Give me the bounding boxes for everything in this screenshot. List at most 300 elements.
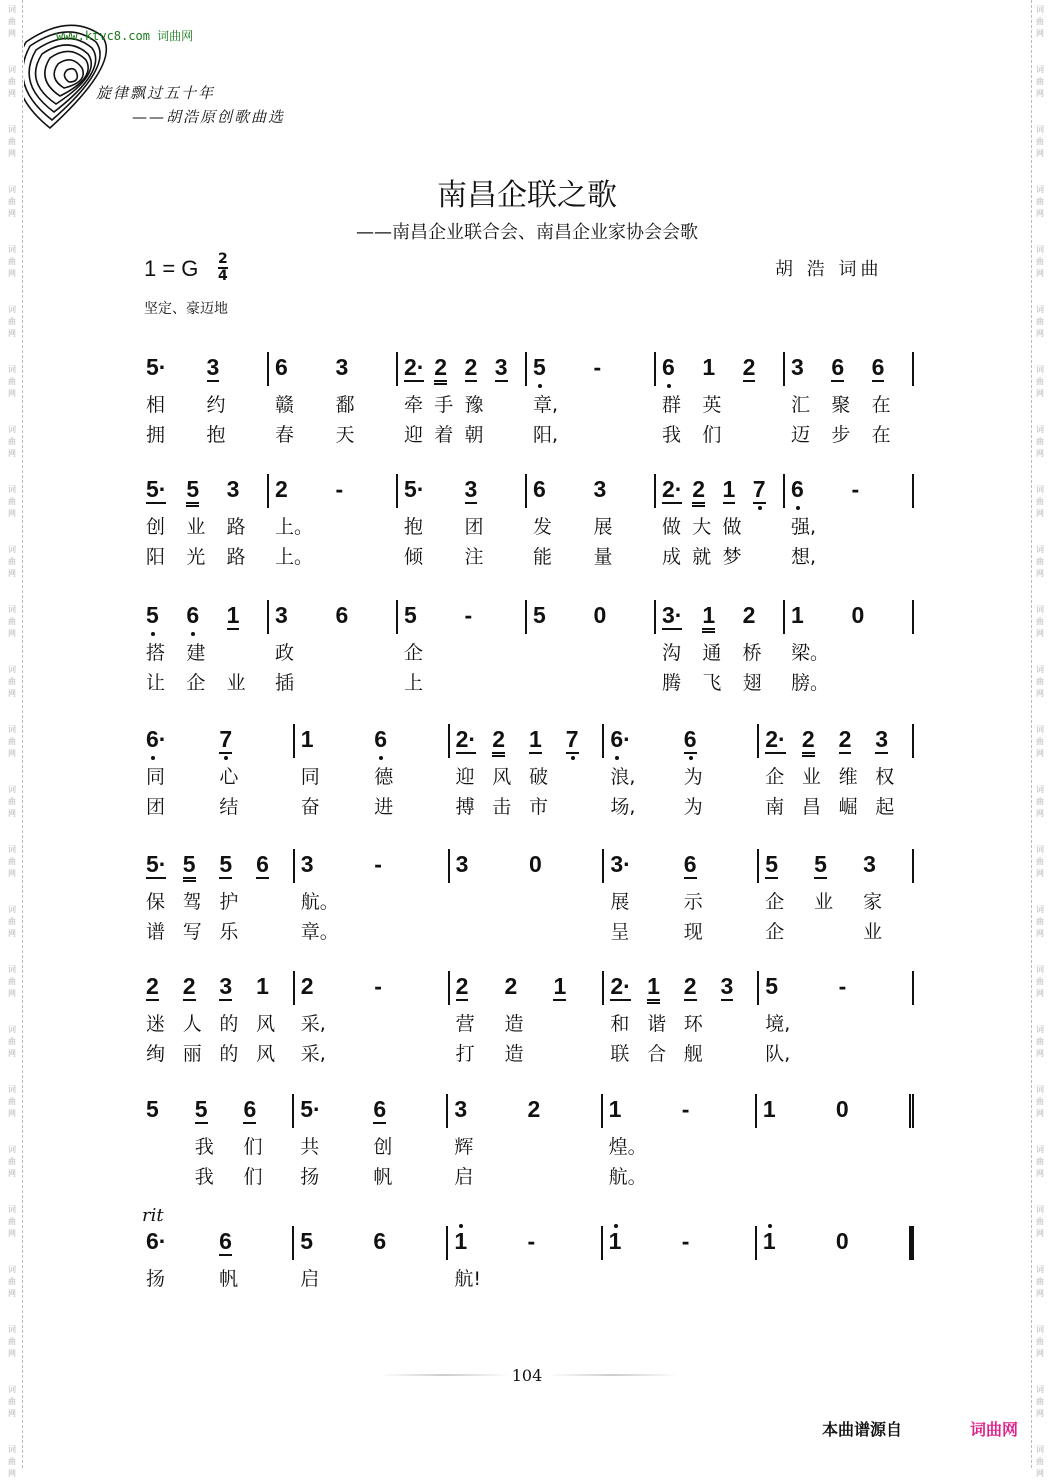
note: 6· (146, 1228, 167, 1254)
note: - (593, 354, 602, 380)
measure (785, 600, 914, 694)
beat-column (256, 971, 293, 1065)
note: 7 (565, 726, 579, 752)
lyric-verse-1: 建 (186, 642, 206, 664)
beat-column (275, 474, 336, 568)
note: 7 (752, 476, 766, 502)
lyric-verse-1: 和 (610, 1013, 630, 1035)
lyric-verse-2: 呈 (610, 921, 630, 943)
measure (269, 352, 398, 446)
lyric-verse-2: 我 (194, 1166, 214, 1188)
lyric-verse-1: 我 (194, 1136, 214, 1158)
note: - (838, 973, 847, 999)
lyric-verse-2: 打 (455, 1043, 475, 1065)
note: 5 (146, 602, 159, 628)
beat-column (801, 724, 839, 818)
tempo-marking: 坚定、豪迈地 (144, 301, 228, 317)
lyric-verse-1: 示 (683, 891, 703, 913)
watermark-text: 词 曲 网 (8, 1385, 16, 1418)
watermark-text: 词 曲 网 (1036, 1445, 1044, 1478)
author-credit: 胡 浩 词曲 (775, 259, 883, 280)
beat-column (722, 474, 753, 568)
measure (140, 474, 269, 568)
lyric-verse-1: 上。 (275, 516, 314, 538)
note: - (374, 851, 382, 877)
lyric-verse-2: 乐 (219, 921, 239, 943)
note: 3 (720, 973, 734, 999)
beat-column (533, 474, 594, 568)
watermark-text: 词 曲 网 (1036, 1145, 1044, 1178)
lyric-verse-1: 为 (683, 766, 703, 788)
watermark-text: 词 曲 网 (8, 1445, 16, 1478)
note: 6 (335, 602, 349, 628)
page-number: 104 (511, 1366, 543, 1385)
lyric-verse-2: 帆 (373, 1166, 393, 1188)
measure (294, 1226, 448, 1290)
watermark-text: 词 曲 网 (8, 65, 16, 98)
beat-column (226, 600, 267, 694)
lyric-verse-2: 奋 (300, 796, 320, 818)
lyric-verse-2: 迎 (404, 424, 424, 446)
lyric-verse-2: 丽 (182, 1043, 202, 1065)
measure (269, 474, 398, 568)
note: 0 (529, 851, 542, 877)
note: 2· (610, 973, 631, 999)
measure (140, 849, 295, 943)
note: 2· (662, 476, 683, 502)
measure (450, 849, 605, 883)
note: 3 (454, 1096, 468, 1122)
note: 6 (871, 354, 885, 380)
beat-column (528, 1226, 601, 1260)
beat-column (275, 352, 336, 446)
beat-column (831, 352, 871, 446)
beat-column (662, 600, 702, 694)
note: 3 (300, 851, 314, 877)
note: 2 (692, 476, 705, 507)
beat-column (702, 600, 742, 694)
lyric-verse-1: 企 (765, 766, 785, 788)
beat-column (146, 971, 183, 1065)
lyric-verse-1: 家 (863, 891, 883, 913)
note: 3· (662, 602, 683, 628)
lyric-verse-1: 做 (662, 516, 682, 538)
beat-column (791, 352, 831, 446)
lyric-verse-1: 发 (533, 516, 553, 538)
lyric-verse-2: 采, (300, 1043, 326, 1065)
beat-column (533, 600, 594, 634)
measure (294, 1094, 448, 1188)
note: 5 (183, 851, 196, 882)
lyric-verse-1: 企 (404, 642, 424, 664)
note: 5 (533, 354, 546, 380)
note: 3 (464, 476, 478, 502)
note: 3 (206, 354, 220, 380)
lyric-verse-1: 护 (219, 891, 239, 913)
score-system (140, 849, 914, 943)
measure (527, 352, 656, 446)
watermark-text: 词 曲 网 (8, 1085, 16, 1118)
lyric-verse-1: 浪, (610, 766, 636, 788)
measure (603, 1226, 757, 1260)
beat-column (852, 600, 913, 634)
lyric-verse-1: 约 (206, 394, 226, 416)
watermark-text: 词 曲 网 (8, 905, 16, 938)
measure (295, 971, 450, 1065)
beat-column (566, 724, 603, 758)
note: 2· (404, 354, 425, 380)
beat-column (404, 474, 465, 568)
lyric-verse-1: 迎 (455, 766, 475, 788)
note: 6 (275, 354, 288, 380)
note: 6 (373, 1096, 387, 1122)
lyric-verse-1: 们 (243, 1136, 263, 1158)
beat-column (742, 600, 783, 694)
note: - (681, 1096, 690, 1122)
beat-column (609, 1226, 682, 1260)
beat-column (528, 1094, 601, 1128)
beat-column (219, 849, 256, 943)
lyric-verse-1: 境, (765, 1013, 791, 1035)
lyric-verse-1: 群 (662, 394, 682, 416)
beat-column (404, 600, 465, 694)
measure (604, 849, 759, 943)
beat-column (219, 971, 256, 1065)
lyric-verse-1: 汇 (791, 394, 811, 416)
watermark-text: 词 曲 网 (1036, 725, 1044, 758)
lyric-verse-2: 拥 (146, 424, 166, 446)
beat-column (275, 600, 336, 694)
beat-column (504, 971, 554, 1065)
lyric-verse-1: 大 (692, 516, 712, 538)
lyric-verse-1: 维 (838, 766, 858, 788)
beat-column (374, 971, 447, 1005)
measure (527, 600, 656, 634)
beat-column (529, 849, 602, 883)
beat-column (836, 1094, 909, 1128)
beat-column (256, 849, 293, 883)
note: 5 (186, 476, 199, 507)
watermark-text: 词 曲 网 (8, 1265, 16, 1298)
note: 5· (146, 354, 167, 380)
song-title: 南昌企联之歌 (437, 178, 617, 213)
book-title: 旋律飘过五十年 (96, 84, 216, 102)
lyric-verse-1: 桥 (742, 642, 762, 664)
lyric-verse-1: 人 (182, 1013, 202, 1035)
note: - (851, 476, 860, 502)
watermark-text: 词 曲 网 (8, 965, 16, 998)
lyric-verse-2: 步 (831, 424, 851, 446)
beat-column (454, 1094, 527, 1188)
score-system (140, 1094, 914, 1188)
lyric-verse-1: 业 (801, 766, 821, 788)
beat-column (662, 352, 702, 446)
watermark-text: 词 曲 网 (1036, 1385, 1044, 1418)
measure (656, 352, 785, 446)
note: 6 (186, 602, 200, 628)
note: 3 (455, 851, 469, 877)
lyric-verse-1: 同 (300, 766, 320, 788)
lyric-verse-2: 膀。 (791, 672, 830, 694)
lyric-verse-2: 起 (875, 796, 895, 818)
note: 1 (702, 354, 716, 380)
beat-column (456, 849, 529, 883)
note: 2 (455, 973, 469, 999)
beat-column (146, 474, 186, 568)
beat-column (146, 1226, 219, 1290)
note: 1 (608, 1228, 622, 1254)
beat-column (146, 1094, 195, 1128)
watermark-text: 词 曲 网 (1036, 305, 1044, 338)
note: 2 (838, 726, 852, 752)
beat-column (492, 724, 529, 818)
watermark-text: 词 曲 网 (8, 1145, 16, 1178)
beat-column (765, 849, 814, 943)
measure (757, 1226, 914, 1260)
lyric-verse-1: 业 (186, 516, 206, 538)
beat-column (373, 1094, 446, 1188)
measure (656, 474, 785, 568)
watermark-text: 词 曲 网 (1036, 665, 1044, 698)
lyric-verse-1: 谐 (647, 1013, 667, 1035)
lyric-verse-1: 业 (814, 891, 834, 913)
watermark-text: 词 曲 网 (1036, 845, 1044, 878)
lyric-verse-2: 的 (219, 1043, 239, 1065)
lyric-verse-1: 抱 (404, 516, 424, 538)
note: 2 (527, 1096, 541, 1122)
beat-column (743, 352, 783, 386)
book-subtitle: ——胡浩原创歌曲选 (132, 108, 286, 126)
beat-column (593, 474, 655, 568)
lyric-verse-2: 企 (186, 672, 206, 694)
lyric-verse-1: 辉 (454, 1136, 474, 1158)
beat-column (753, 474, 783, 508)
note: 2 (742, 602, 756, 628)
note: - (527, 1228, 536, 1254)
watermark-text: 词 曲 网 (1036, 545, 1044, 578)
note: 0 (851, 602, 865, 628)
note: 3 (219, 973, 233, 999)
beat-column (300, 724, 374, 818)
lyric-verse-1: 梁。 (791, 642, 830, 664)
lyric-verse-1: 共 (300, 1136, 320, 1158)
note: 2 (275, 476, 288, 502)
note: 2 (492, 726, 505, 757)
watermark-text: 词 曲 网 (1036, 245, 1044, 278)
lyric-verse-2: 现 (683, 921, 703, 943)
lyric-verse-2: 昌 (801, 796, 821, 818)
lyric-verse-1: 心 (219, 766, 239, 788)
beat-column (608, 1094, 682, 1188)
beat-column (455, 724, 493, 818)
lyric-verse-1: 迷 (146, 1013, 166, 1035)
lyric-verse-1: 破 (529, 766, 549, 788)
lyric-verse-1: 航。 (300, 891, 339, 913)
beat-column (838, 724, 876, 818)
lyric-verse-2: 抱 (206, 424, 226, 446)
beat-column (336, 474, 397, 508)
lyric-verse-2: 量 (593, 546, 613, 568)
measure (140, 724, 295, 818)
lyric-verse-2: 们 (702, 424, 722, 446)
measure (604, 724, 759, 818)
time-signature-top: 2 (218, 251, 228, 267)
lyric-verse-2: 搏 (455, 796, 475, 818)
lyric-verse-2: 路 (226, 546, 246, 568)
note: 3 (791, 354, 804, 380)
watermark-text: 词 曲 网 (1036, 1085, 1044, 1118)
beat-column (300, 971, 374, 1065)
watermark-text: 词 曲 网 (1036, 905, 1044, 938)
lyric-verse-2: 我 (662, 424, 682, 446)
note: 1 (762, 1096, 776, 1122)
beat-column (455, 971, 505, 1065)
beat-column (683, 971, 721, 1065)
lyric-verse-2: 造 (504, 1043, 524, 1065)
note: - (374, 973, 382, 999)
beat-column (243, 1094, 292, 1188)
beat-column (533, 352, 594, 446)
note: 5 (533, 602, 546, 628)
beat-column (692, 474, 722, 568)
score-system (140, 971, 914, 1065)
beat-column (610, 849, 683, 943)
score-system (140, 600, 914, 694)
lyric-verse-2: 写 (182, 921, 202, 943)
note: 6 (662, 354, 675, 380)
measure (140, 352, 269, 446)
note: 3 (275, 602, 288, 628)
beat-column (182, 849, 220, 943)
beat-column (495, 352, 525, 386)
note: 2· (455, 726, 477, 752)
key-signature: 1 = G (144, 256, 199, 281)
lyric-verse-2: 腾 (662, 672, 682, 694)
note: 3 (875, 726, 889, 752)
measure (450, 971, 605, 1065)
lyric-verse-2: 南 (765, 796, 785, 818)
lyric-verse-1: 搭 (146, 642, 166, 664)
measure (140, 600, 269, 694)
lyric-verse-1: 赣 (275, 394, 295, 416)
source-site-link[interactable]: 词曲网 (970, 1420, 1019, 1439)
beat-column (765, 971, 838, 1065)
beat-column (186, 600, 226, 694)
lyric-verse-2: 启 (454, 1166, 474, 1188)
lyric-verse-2: 注 (464, 546, 484, 568)
note: 2 (300, 973, 314, 999)
beat-column (374, 849, 447, 883)
note: 6 (373, 1228, 387, 1254)
beat-column (682, 1226, 755, 1260)
lyric-verse-2: 飞 (702, 672, 722, 694)
note: 6 (256, 851, 269, 877)
beat-column (194, 1094, 244, 1188)
lyric-verse-1: 扬 (146, 1268, 166, 1290)
note: 2 (182, 973, 196, 999)
note: 5 (300, 1228, 313, 1254)
lyric-verse-2: 光 (186, 546, 206, 568)
beat-column (594, 352, 655, 386)
beat-column (454, 1226, 527, 1290)
note: 6 (831, 354, 845, 380)
beat-column (206, 352, 268, 446)
lyric-verse-2: 想, (791, 546, 817, 568)
lyric-verse-1: 德 (374, 766, 394, 788)
lyric-verse-1: 风 (492, 766, 512, 788)
note: 5· (146, 851, 167, 877)
measure (450, 724, 605, 818)
beat-column (765, 724, 802, 818)
note: 3· (610, 851, 631, 877)
note: - (681, 1228, 690, 1254)
lyric-verse-2: 合 (647, 1043, 667, 1065)
beat-column (594, 600, 655, 634)
lyric-verse-1: 鄱 (335, 394, 355, 416)
lyric-verse-2: 朝 (464, 424, 484, 446)
watermark-text: 词 曲 网 (1036, 1205, 1044, 1238)
lyric-verse-2: 春 (275, 424, 295, 446)
lyric-verse-2: 天 (335, 424, 355, 446)
note: 1 (300, 726, 314, 752)
lyric-verse-1: 的 (219, 1013, 239, 1035)
beat-column (875, 724, 912, 818)
measure (785, 352, 914, 446)
watermark-text: 词 曲 网 (8, 1025, 16, 1058)
note: 1 (553, 973, 567, 999)
lyric-verse-1: 保 (146, 891, 166, 913)
note: 6 (683, 726, 697, 752)
lyric-verse-1: 航! (454, 1268, 482, 1290)
beat-column (226, 474, 267, 568)
source-label: 本曲谱源自 (822, 1420, 903, 1439)
measure (448, 1226, 602, 1290)
song-subtitle: ——南昌企业联合会、南昌企业家协会会歌 (356, 222, 698, 243)
lyric-verse-2: 场, (610, 796, 636, 818)
note: 5· (146, 476, 167, 502)
beat-column (839, 971, 912, 1005)
note: 6· (610, 726, 631, 752)
lyric-verse-1: 创 (146, 516, 166, 538)
lyric-verse-2: 队, (765, 1043, 791, 1065)
site-url: www.ktvc8.com 词曲网 (56, 29, 194, 43)
lyric-verse-1: 强, (791, 516, 817, 538)
beat-column (434, 352, 464, 446)
watermark-text: 词 曲 网 (8, 845, 16, 878)
note: 6 (243, 1096, 257, 1122)
measure (295, 849, 450, 943)
note: - (464, 602, 473, 628)
beat-column (464, 352, 495, 446)
note: 0 (835, 1228, 849, 1254)
measure (759, 724, 914, 818)
watermark-text: 词 曲 网 (8, 185, 16, 218)
lyric-verse-1: 权 (875, 766, 895, 788)
lyric-verse-2: 为 (683, 796, 703, 818)
beat-column (863, 849, 912, 943)
beat-column (300, 849, 374, 943)
lyric-verse-2: 翅 (742, 672, 762, 694)
lyric-verse-2: 让 (146, 672, 166, 694)
beat-column (146, 849, 183, 943)
lyric-verse-1: 相 (146, 394, 166, 416)
lyric-verse-1: 造 (504, 1013, 524, 1035)
time-signature (218, 252, 228, 284)
ritardando-marking: rit (142, 1205, 164, 1226)
beat-column (763, 1226, 836, 1260)
lyric-verse-2: 联 (610, 1043, 630, 1065)
beat-column (702, 352, 742, 446)
